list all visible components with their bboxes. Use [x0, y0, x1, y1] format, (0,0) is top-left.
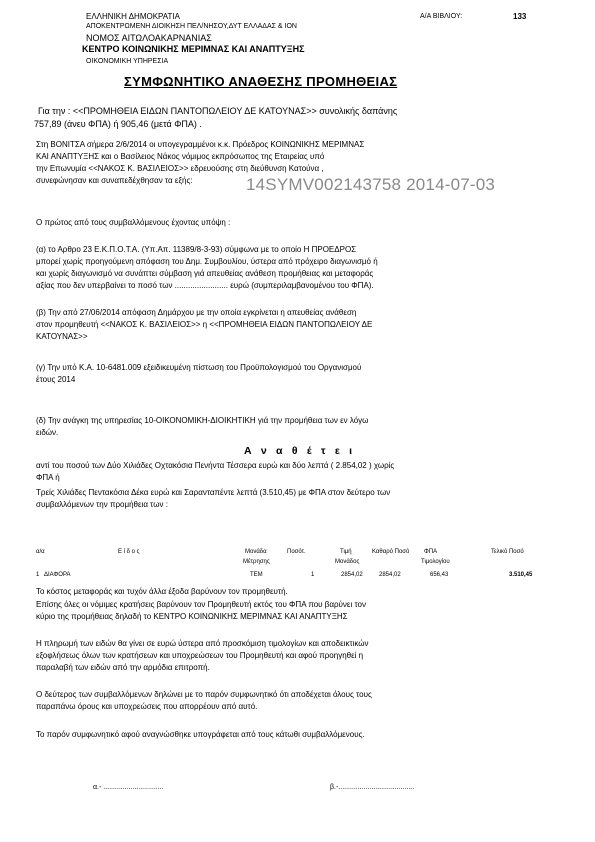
- signature-b: β.-.......................................: [330, 784, 415, 791]
- header-country: ΕΛΛΗΝΙΚΗ ΔΗΜΟΚΡΑΤΙΑ: [86, 12, 180, 21]
- document-title: ΣΥΜΦΩΝΗΤΙΚΟ ΑΝΑΘΕΣΗΣ ΠΡΟΜΗΘΕΙΑΣ: [124, 74, 398, 89]
- clause-a-line-1: (α) το Αρθρο 23 Ε.Κ.Π.Ο.Τ.Α. (Υπ.Απ. 11389/8-3-93) σύμφωνα με το οποίο Η ΠΡΟΕΔΡΟΣ: [36, 245, 357, 254]
- clause-a-line-2: μπορεί χωρίς προηγούμενη απόφαση του Δημ. Συμβουλίου, ύστερα από πρόχειρο διαγωνισμό ή: [36, 257, 378, 266]
- assigns-line-3: Τρείς Χιλιάδες Πεντακόσια Δέκα ευρώ και Σαρανταπέντε λεπτά (3.510,45) με ΦΠΑ στον δεύτερο των: [36, 488, 391, 497]
- row-price: 2854,02: [341, 572, 363, 578]
- first-party-text: Ο πρώτος από τους συμβαλλόμενους έχοντας υπόψη :: [36, 218, 231, 227]
- signature-a: α.- ...............................: [93, 784, 164, 791]
- intro-line-1: Στη ΒΟΝΙΤΣΑ σήμερα 2/6/2014 οι υπογεγραμμένοι κ.κ. Πρόεδρος ΚΟΙΝΩΝΙΚΗΣ ΜΕΡΙΜΝΑΣ: [36, 140, 365, 149]
- terms-second-2: παραπάνω όρους και υποχρεώσεις που απορρέουν από αυτό.: [36, 702, 258, 711]
- header-prefecture: ΝΟΜΟΣ ΑΙΤΩΛΟΑΚΑΡΝΑΝΙΑΣ: [86, 33, 212, 43]
- terms-payment-1: Η πληρωμή των ειδών θα γίνει σε ευρώ ύστερα από προσκόμιση τιμολογίων και αποδεικτικών: [36, 639, 369, 648]
- clause-b-line-1: (β) Την από 27/06/2014 απόφαση Δημάρχου με την οποία εγκρίνεται η απευθείας ανάθεση: [36, 308, 357, 317]
- subject-line-1: Για την : <<ΠΡΟΜΗΘΕΙΑ ΕΙΔΩΝ ΠΑΝΤΟΠΩΛΕΙΟΥ ΔΕ ΚΑΤΟΥΝΑΣ>> συνολικής δαπάνης: [38, 106, 398, 116]
- table-header-qty: Ποσότ.: [287, 549, 306, 555]
- assigns-line-1: αντί του ποσού των Δύο Χιλιάδες Οχτακόσια Πενήντα Τέσσερα ευρώ και δύο λεπτά ( 2.854,02 ) χωρίς: [36, 461, 395, 470]
- table-header-total: Τελικό Ποσό: [491, 549, 524, 555]
- assigns-line-4: συμβαλλόμενων την προμήθεια των :: [36, 500, 168, 509]
- header-department: ΟΙΚΟΝΟΜΙΚΗ ΥΠΗΡΕΣΙΑ: [86, 58, 169, 65]
- row-item: ΔΙΑΦΟΡΑ: [44, 572, 71, 578]
- terms-second-1: Ο δεύτερος των συμβαλλόμενων δηλώνει με το παρόν συμφωνητικό ότι αποδέχεται όλους τους: [36, 690, 372, 699]
- clause-c-line-2: έτους 2014: [36, 375, 76, 384]
- intro-line-2: ΚΑΙ ΑΝΑΠΤΥΞΗΣ και ο Βασίλειος Νάκος νόμιμος εκπρόσωπος της Εταιρείας υπό: [36, 152, 325, 161]
- table-header-unit: Μονάδα: [245, 549, 267, 555]
- row-net: 2854,02: [379, 572, 401, 578]
- terms-payment-3: παραλαβή των ειδών από την αρμόδια επιτροπή.: [36, 663, 210, 672]
- clause-a-line-3: και χωρίς διαγωνισμό να συνάπτει σύμβαση γιά απευθείας ανάθεση προμήθειας και μεταφοράς: [36, 269, 374, 278]
- terms-transport: Το κόστος μεταφοράς και τυχόν άλλα έξοδα βαρύνουν τον προμηθευτή.: [36, 587, 288, 596]
- book-number-value: 133: [513, 12, 527, 21]
- terms-closing: Το παρόν συμφωνητικό αφού αναγνώσθηκε υπογράφεται από τους κάτωθι συμβαλλόμενους.: [36, 730, 365, 739]
- header-region: ΑΠΟΚΕΝΤΡΩΜΕΝΗ ΔΙΟΙΚΗΣΗ ΠΕΛ/ΝΗΣΟΥ,ΔΥΤ ΕΛΛΑΔΑΣ & ΙΟΝ: [86, 23, 297, 30]
- row-unit: TEM: [250, 572, 263, 578]
- table-header-aa: α/α: [36, 549, 45, 555]
- clause-b-line-3: ΚΑΤΟΥΝΑΣ>>: [36, 332, 88, 341]
- table-header-item: Ε ί δ ο ς: [118, 549, 140, 555]
- clause-d-line-1: (δ) Την ανάγκη της υπηρεσίας 10-ΟΙΚΟΝΟΜΙΚΗ-ΔΙΟΙΚΗΤΙΚΗ γιά την προμήθεια των εν λόγω: [36, 416, 369, 425]
- table-header-vat-2: Τιμολογίου: [421, 559, 450, 565]
- intro-line-4: συνεφώνησαν και συναπεδέχθησαν τα εξής:: [36, 176, 193, 185]
- terms-taxes-2: κύριο της προμήθειας δηλαδή το ΚΕΝΤΡΟ ΚΟΙΝΩΝΙΚΗΣ ΜΕΡΙΜΝΑΣ ΚΑΙ ΑΝΑΠΤΥΞΗΣ: [36, 612, 348, 621]
- table-header-unit-2: Μέτρησης: [243, 559, 270, 565]
- intro-line-3: την Επωνυμία <<ΝΑΚΟΣ Κ. ΒΑΣΙΛΕΙΟΣ>> εδρευούσης στη διεύθυνση Κατούνα ,: [36, 164, 324, 173]
- book-number-label: Α/Α ΒΙΒΛΙΟΥ:: [420, 13, 463, 20]
- assigns-line-2: ΦΠΑ ή: [36, 473, 60, 482]
- row-qty: 1: [311, 572, 315, 578]
- clause-b-line-2: στον προμηθευτή <<ΝΑΚΟΣ Κ. ΒΑΣΙΛΕΙΟΣ>> η <<ΠΡΟΜΗΘΕΙΑ ΕΙΔΩΝ ΠΑΝΤΟΠΩΛΕΙΟΥ ΔΕ: [36, 320, 373, 329]
- table-header-price-2: Μονάδος: [335, 559, 360, 565]
- row-total: 3.510,45: [509, 572, 533, 578]
- subject-line-2: 757,89 (άνευ ΦΠΑ) ή 905,46 (μετά ΦΠΑ) .: [34, 119, 202, 129]
- table-header-net: Καθαρό Ποσό: [372, 549, 410, 555]
- terms-taxes-1: Επίσης όλες οι νόμιμες κρατήσεις βαρύνουν τον Προμηθευτή εκτός του ΦΠΑ που βαρύνει τον: [36, 600, 366, 609]
- clause-a-line-4: αξίας που δεν υπερβαίνει το ποσό των ........................ ευρώ (συμπεριλαμβανομένου του ΦΠΑ).: [36, 281, 374, 290]
- table-header-vat: ΦΠΑ: [424, 549, 438, 555]
- clause-c-line-1: (γ) Την υπό Κ.Α. 10-6481.009 εξειδικευμένη πίστωση του Προϋπολογισμού του Οργανισμού: [36, 363, 362, 372]
- terms-payment-2: εξοφλήσεως όλων των κρατήσεων και υποχρεώσεων του Προμηθευτή και αφού προηγηθεί η: [36, 651, 364, 660]
- assigns-heading: Α ν α θ έ τ ε ι: [244, 445, 356, 457]
- registry-watermark: 14SYMV002143758 2014-07-03: [246, 175, 496, 194]
- row-vat: 656,43: [430, 572, 449, 578]
- row-aa: 1: [36, 572, 40, 578]
- table-header-price: Τιμή: [340, 549, 352, 555]
- header-organization: ΚΕΝΤΡΟ ΚΟΙΝΩΝΙΚΗΣ ΜΕΡΙΜΝΑΣ ΚΑΙ ΑΝΑΠΤΥΞΗΣ: [82, 44, 305, 54]
- clause-d-line-2: ειδών.: [36, 428, 59, 437]
